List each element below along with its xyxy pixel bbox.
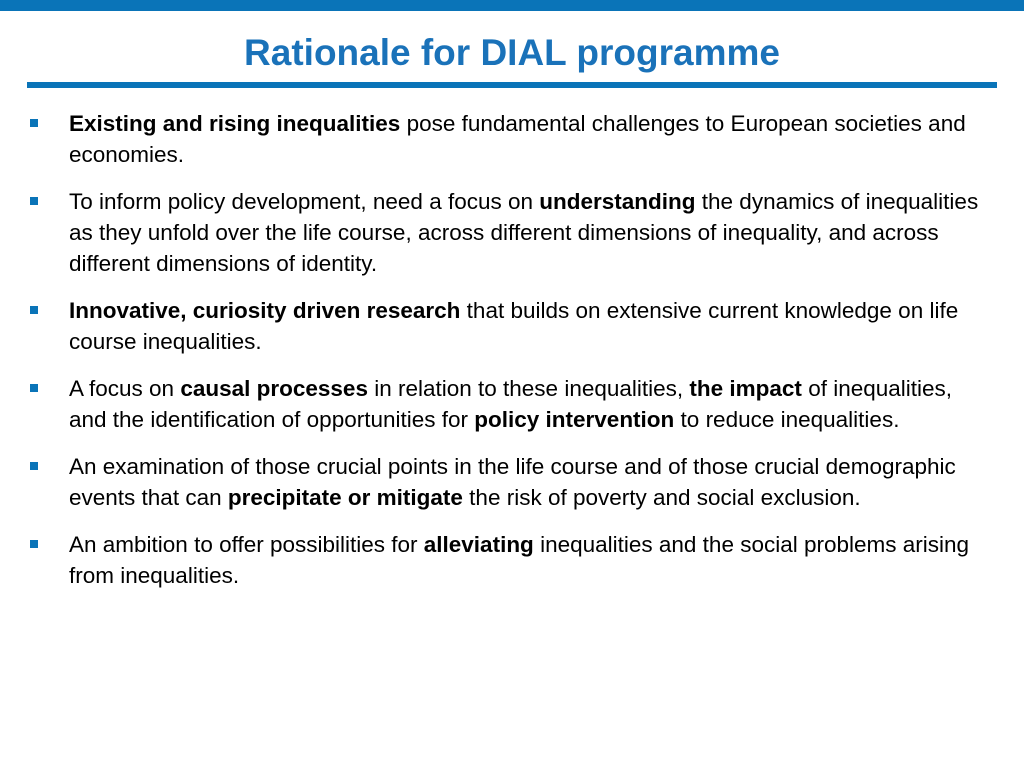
slide-title: Rationale for DIAL programme <box>244 32 780 73</box>
bullet-text: the risk of poverty and social exclusion. <box>462 485 861 510</box>
bullet-emphasis-text: understanding <box>539 189 696 214</box>
square-bullet-icon <box>30 119 38 127</box>
bullet-text: An ambition to offer possibilities for <box>69 532 424 557</box>
bullet-emphasis-text: precipitate or mitigate <box>227 485 463 510</box>
title-underline-rule <box>27 82 997 88</box>
bullet-text: the dynamics of inequalities as they unfold over the life course, across different dimensions of inequality, and across different dimensions of identity. <box>69 189 979 276</box>
bullet-list <box>30 108 980 607</box>
bullet-emphasis-text: causal processes <box>180 376 368 401</box>
bullet-emphasis-text: policy intervention <box>474 407 675 432</box>
bullet-text: that builds on extensive current knowledge on life course inequalities. <box>69 298 959 354</box>
bullet-emphasis-text: Existing and rising inequalities <box>69 111 401 136</box>
bullet-text: A focus on <box>69 376 181 401</box>
bullet-item <box>30 373 980 435</box>
square-bullet-icon <box>30 462 38 470</box>
bullet-item <box>30 186 980 279</box>
square-bullet-icon <box>30 306 38 314</box>
bullet-text: to reduce inequalities. <box>674 407 900 432</box>
bullet-item <box>30 108 980 170</box>
square-bullet-icon <box>30 540 38 548</box>
square-bullet-icon <box>30 384 38 392</box>
top-accent-bar <box>0 0 1024 11</box>
bullet-item <box>30 529 980 591</box>
square-bullet-icon <box>30 197 38 205</box>
bullet-emphasis-text: the impact <box>689 376 802 401</box>
bullet-text: inequalities and the social problems arising from inequalities. <box>69 532 970 588</box>
bullet-text: of inequalities, and the identification of opportunities for <box>69 376 953 432</box>
bullet-item <box>30 295 980 357</box>
bullet-emphasis-text: Innovative, curiosity driven research <box>69 298 461 323</box>
bullet-text: To inform policy development, need a focus on <box>69 189 540 214</box>
bullet-text: pose fundamental challenges to European societies and economies. <box>69 111 966 167</box>
bullet-item <box>30 451 980 513</box>
bullet-emphasis-text: alleviating <box>423 532 534 557</box>
bullet-text: An examination of those crucial points in the life course and of those crucial demographic events that can <box>69 454 956 510</box>
bullet-text: in relation to these inequalities, <box>367 376 690 401</box>
